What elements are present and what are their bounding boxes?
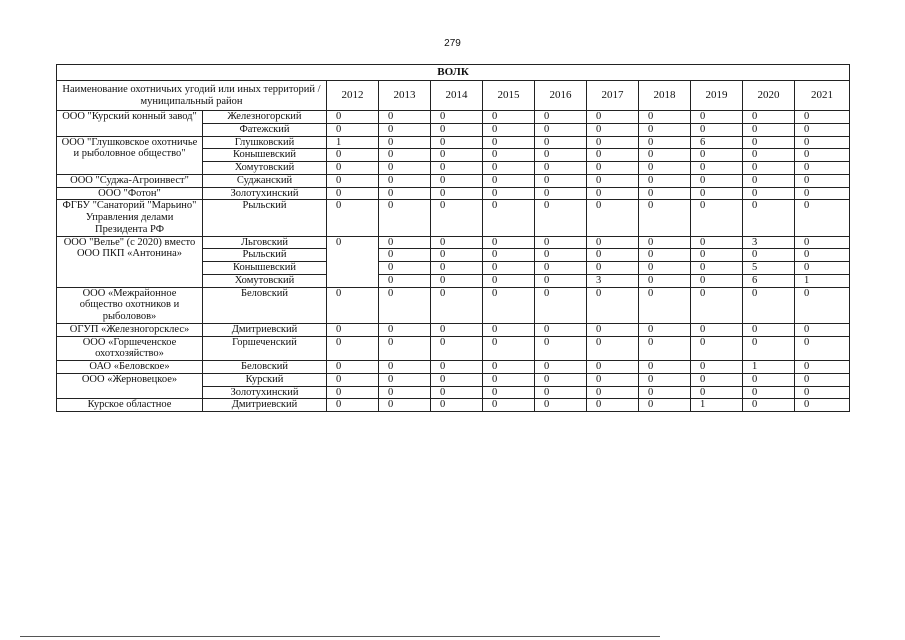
wolf-count-table <box>56 64 850 412</box>
value-cell: 0 <box>691 274 743 287</box>
value-cell: 0 <box>795 386 850 399</box>
org-name: ООО "Глушковское охотничье и рыболовное общество" <box>57 136 203 174</box>
value-cell: 0 <box>483 399 535 412</box>
value-cell: 0 <box>431 136 483 149</box>
value-cell: 0 <box>379 274 431 287</box>
value-cell: 0 <box>691 249 743 262</box>
value-cell: 0 <box>691 200 743 236</box>
value-cell: 0 <box>431 187 483 200</box>
district-name: Курский <box>203 373 327 386</box>
value-cell: 0 <box>795 373 850 386</box>
value-cell: 3 <box>743 236 795 249</box>
table-row <box>57 111 850 124</box>
table-body <box>57 111 850 412</box>
header-year: 2020 <box>743 81 795 111</box>
value-cell: 0 <box>795 123 850 136</box>
org-name: ООО "Велье" (с 2020) вместо ООО ПКП «Антонина» <box>57 236 203 287</box>
value-cell: 0 <box>379 386 431 399</box>
value-cell: 6 <box>691 136 743 149</box>
value-cell: 0 <box>535 111 587 124</box>
value-cell: 0 <box>535 174 587 187</box>
value-cell: 0 <box>431 200 483 236</box>
org-name: ФГБУ "Санаторий "Марьино" Управления делами Президента РФ <box>57 200 203 236</box>
value-cell: 0 <box>379 373 431 386</box>
value-cell: 0 <box>743 123 795 136</box>
district-name: Дмитриевский <box>203 399 327 412</box>
value-cell: 0 <box>587 399 639 412</box>
district-name: Беловский <box>203 361 327 374</box>
value-cell: 0 <box>691 236 743 249</box>
value-cell: 0 <box>379 287 431 323</box>
value-cell: 0 <box>535 399 587 412</box>
value-cell: 0 <box>587 373 639 386</box>
value-cell: 0 <box>587 162 639 175</box>
value-cell: 0 <box>795 399 850 412</box>
value-cell: 0 <box>483 187 535 200</box>
value-cell: 0 <box>691 361 743 374</box>
value-cell: 0 <box>431 236 483 249</box>
value-cell: 0 <box>431 111 483 124</box>
value-cell: 0 <box>535 336 587 361</box>
value-cell: 0 <box>483 149 535 162</box>
value-cell: 0 <box>795 336 850 361</box>
value-cell: 0 <box>639 174 691 187</box>
value-cell: 0 <box>639 187 691 200</box>
value-cell: 0 <box>535 236 587 249</box>
value-cell: 0 <box>379 323 431 336</box>
value-cell: 0 <box>431 249 483 262</box>
value-cell: 0 <box>535 149 587 162</box>
header-year: 2013 <box>379 81 431 111</box>
org-name: ООО "Суджа-Агроинвест" <box>57 174 203 187</box>
value-cell: 0 <box>379 361 431 374</box>
header-year: 2012 <box>327 81 379 111</box>
value-cell: 0 <box>587 287 639 323</box>
value-cell: 0 <box>795 323 850 336</box>
value-cell: 0 <box>327 361 379 374</box>
value-cell: 0 <box>431 399 483 412</box>
value-cell: 0 <box>483 274 535 287</box>
value-cell: 0 <box>639 162 691 175</box>
value-cell: 0 <box>795 200 850 236</box>
value-cell: 0 <box>535 187 587 200</box>
value-cell: 0 <box>483 236 535 249</box>
value-cell: 0 <box>327 323 379 336</box>
table-row <box>57 361 850 374</box>
value-cell: 0 <box>379 336 431 361</box>
value-cell: 0 <box>483 262 535 275</box>
value-cell: 0 <box>587 187 639 200</box>
district-name: Суджанский <box>203 174 327 187</box>
value-cell: 0 <box>795 136 850 149</box>
value-cell: 0 <box>327 386 379 399</box>
value-cell: 0 <box>795 174 850 187</box>
value-cell: 0 <box>483 373 535 386</box>
value-cell: 3 <box>587 274 639 287</box>
value-cell: 0 <box>327 123 379 136</box>
district-name: Рыльский <box>203 200 327 236</box>
value-cell: 0 <box>691 187 743 200</box>
table-row <box>57 200 850 236</box>
org-name: ООО «Жерновецкое» <box>57 373 203 399</box>
district-name: Железногорский <box>203 111 327 124</box>
district-name: Конышевский <box>203 262 327 275</box>
value-cell: 0 <box>691 336 743 361</box>
value-cell: 0 <box>795 187 850 200</box>
header-year: 2021 <box>795 81 850 111</box>
value-cell: 0 <box>535 274 587 287</box>
value-cell: 0 <box>431 262 483 275</box>
value-cell: 0 <box>483 123 535 136</box>
value-cell: 0 <box>639 287 691 323</box>
district-name: Хомутовский <box>203 162 327 175</box>
value-cell: 0 <box>483 162 535 175</box>
value-cell: 0 <box>379 187 431 200</box>
header-year: 2017 <box>587 81 639 111</box>
value-cell: 0 <box>743 323 795 336</box>
org-name: ООО "Курский конный завод" <box>57 111 203 137</box>
org-name: ООО "Фотон" <box>57 187 203 200</box>
page-number: 279 <box>444 38 461 49</box>
value-cell: 0 <box>327 149 379 162</box>
table-row <box>57 399 850 412</box>
table-row <box>57 236 850 249</box>
value-cell: 0 <box>691 287 743 323</box>
value-cell: 0 <box>587 236 639 249</box>
value-cell: 0 <box>431 361 483 374</box>
district-name: Дмитриевский <box>203 323 327 336</box>
value-cell: 0 <box>639 386 691 399</box>
value-cell: 0 <box>535 200 587 236</box>
value-cell: 0 <box>379 200 431 236</box>
value-cell: 0 <box>587 200 639 236</box>
value-cell: 0 <box>587 386 639 399</box>
value-cell: 0 <box>431 274 483 287</box>
value-cell: 0 <box>795 287 850 323</box>
value-cell: 0 <box>795 361 850 374</box>
value-cell: 1 <box>795 274 850 287</box>
value-cell: 0 <box>483 361 535 374</box>
value-cell: 0 <box>691 111 743 124</box>
header-year: 2015 <box>483 81 535 111</box>
value-cell: 0 <box>535 361 587 374</box>
value-cell: 0 <box>431 149 483 162</box>
district-name: Беловский <box>203 287 327 323</box>
value-cell: 0 <box>691 123 743 136</box>
table-row <box>57 323 850 336</box>
page-bottom-rule <box>20 636 660 637</box>
value-cell: 0 <box>379 262 431 275</box>
value-cell: 0 <box>587 111 639 124</box>
value-cell: 0 <box>795 249 850 262</box>
value-cell: 0 <box>587 123 639 136</box>
value-cell: 0 <box>327 174 379 187</box>
value-cell: 0 <box>639 323 691 336</box>
district-name: Рыльский <box>203 249 327 262</box>
value-cell: 0 <box>379 249 431 262</box>
value-cell: 0 <box>431 386 483 399</box>
table-header-row <box>57 81 850 111</box>
value-cell: 0 <box>379 111 431 124</box>
value-cell: 0 <box>743 336 795 361</box>
header-year: 2019 <box>691 81 743 111</box>
value-cell: 0 <box>327 236 379 287</box>
value-cell: 0 <box>587 336 639 361</box>
value-cell: 0 <box>379 123 431 136</box>
value-cell: 0 <box>743 111 795 124</box>
value-cell: 0 <box>795 111 850 124</box>
value-cell: 0 <box>483 174 535 187</box>
district-name: Золотухинский <box>203 187 327 200</box>
value-cell: 0 <box>743 174 795 187</box>
value-cell: 0 <box>691 373 743 386</box>
value-cell: 0 <box>743 149 795 162</box>
value-cell: 0 <box>327 373 379 386</box>
value-cell: 0 <box>327 399 379 412</box>
value-cell: 0 <box>379 149 431 162</box>
value-cell: 1 <box>691 399 743 412</box>
value-cell: 0 <box>639 262 691 275</box>
org-name: ООО «Межрайонное общество охотников и рыболовов» <box>57 287 203 323</box>
value-cell: 0 <box>587 249 639 262</box>
value-cell: 0 <box>639 200 691 236</box>
header-year: 2016 <box>535 81 587 111</box>
district-name: Глушковский <box>203 136 327 149</box>
value-cell: 0 <box>691 174 743 187</box>
value-cell: 0 <box>535 287 587 323</box>
value-cell: 0 <box>743 200 795 236</box>
value-cell: 0 <box>639 336 691 361</box>
value-cell: 0 <box>431 373 483 386</box>
value-cell: 1 <box>327 136 379 149</box>
value-cell: 0 <box>379 236 431 249</box>
value-cell: 0 <box>483 336 535 361</box>
value-cell: 0 <box>639 236 691 249</box>
value-cell: 0 <box>587 149 639 162</box>
org-name: Курское областное <box>57 399 203 412</box>
value-cell: 0 <box>431 336 483 361</box>
value-cell: 0 <box>691 386 743 399</box>
value-cell: 0 <box>483 200 535 236</box>
value-cell: 5 <box>743 262 795 275</box>
value-cell: 0 <box>587 323 639 336</box>
value-cell: 0 <box>691 149 743 162</box>
value-cell: 0 <box>327 336 379 361</box>
value-cell: 0 <box>535 136 587 149</box>
header-year: 2018 <box>639 81 691 111</box>
table-row <box>57 373 850 386</box>
value-cell: 0 <box>639 274 691 287</box>
value-cell: 0 <box>639 361 691 374</box>
org-name: ОАО «Беловское» <box>57 361 203 374</box>
value-cell: 0 <box>327 111 379 124</box>
table-row <box>57 336 850 361</box>
value-cell: 0 <box>639 136 691 149</box>
table-row <box>57 136 850 149</box>
value-cell: 0 <box>483 287 535 323</box>
value-cell: 0 <box>639 249 691 262</box>
table-row <box>57 287 850 323</box>
org-name: ОГУП «Железногорсклес» <box>57 323 203 336</box>
header-year: 2014 <box>431 81 483 111</box>
table-row <box>57 174 850 187</box>
value-cell: 0 <box>327 187 379 200</box>
table-row <box>57 187 850 200</box>
value-cell: 0 <box>535 262 587 275</box>
value-cell: 0 <box>743 399 795 412</box>
value-cell: 0 <box>587 136 639 149</box>
value-cell: 0 <box>535 162 587 175</box>
value-cell: 0 <box>535 373 587 386</box>
value-cell: 0 <box>379 162 431 175</box>
value-cell: 0 <box>483 249 535 262</box>
value-cell: 0 <box>691 323 743 336</box>
district-name: Хомутовский <box>203 274 327 287</box>
value-cell: 0 <box>639 123 691 136</box>
value-cell: 0 <box>379 136 431 149</box>
header-name: Наименование охотничьих угодий или иных территорий /муниципальный район <box>57 81 327 111</box>
value-cell: 0 <box>795 262 850 275</box>
value-cell: 0 <box>379 399 431 412</box>
table-title-row <box>57 65 850 81</box>
district-name: Конышевский <box>203 149 327 162</box>
value-cell: 0 <box>587 361 639 374</box>
value-cell: 0 <box>327 162 379 175</box>
value-cell: 0 <box>431 323 483 336</box>
value-cell: 0 <box>327 287 379 323</box>
value-cell: 0 <box>743 386 795 399</box>
value-cell: 1 <box>743 361 795 374</box>
value-cell: 0 <box>795 236 850 249</box>
value-cell: 0 <box>639 373 691 386</box>
value-cell: 0 <box>535 386 587 399</box>
org-name: ООО «Горшеченское охотхозяйство» <box>57 336 203 361</box>
value-cell: 0 <box>431 162 483 175</box>
value-cell: 0 <box>483 111 535 124</box>
district-name: Золотухинский <box>203 386 327 399</box>
value-cell: 0 <box>327 200 379 236</box>
value-cell: 0 <box>691 262 743 275</box>
value-cell: 0 <box>379 174 431 187</box>
value-cell: 0 <box>587 174 639 187</box>
value-cell: 0 <box>743 187 795 200</box>
value-cell: 0 <box>431 287 483 323</box>
table-title: ВОЛК <box>57 65 850 81</box>
value-cell: 0 <box>535 123 587 136</box>
value-cell: 0 <box>743 287 795 323</box>
value-cell: 0 <box>639 149 691 162</box>
district-name: Льговский <box>203 236 327 249</box>
value-cell: 0 <box>639 399 691 412</box>
value-cell: 6 <box>743 274 795 287</box>
value-cell: 0 <box>587 262 639 275</box>
district-name: Горшеченский <box>203 336 327 361</box>
value-cell: 0 <box>743 162 795 175</box>
value-cell: 0 <box>431 174 483 187</box>
value-cell: 0 <box>483 136 535 149</box>
value-cell: 0 <box>483 323 535 336</box>
value-cell: 0 <box>743 249 795 262</box>
value-cell: 0 <box>639 111 691 124</box>
value-cell: 0 <box>535 249 587 262</box>
value-cell: 0 <box>483 386 535 399</box>
value-cell: 0 <box>431 123 483 136</box>
district-name: Фатежский <box>203 123 327 136</box>
value-cell: 0 <box>743 373 795 386</box>
value-cell: 0 <box>795 149 850 162</box>
value-cell: 0 <box>743 136 795 149</box>
value-cell: 0 <box>795 162 850 175</box>
value-cell: 0 <box>535 323 587 336</box>
value-cell: 0 <box>691 162 743 175</box>
